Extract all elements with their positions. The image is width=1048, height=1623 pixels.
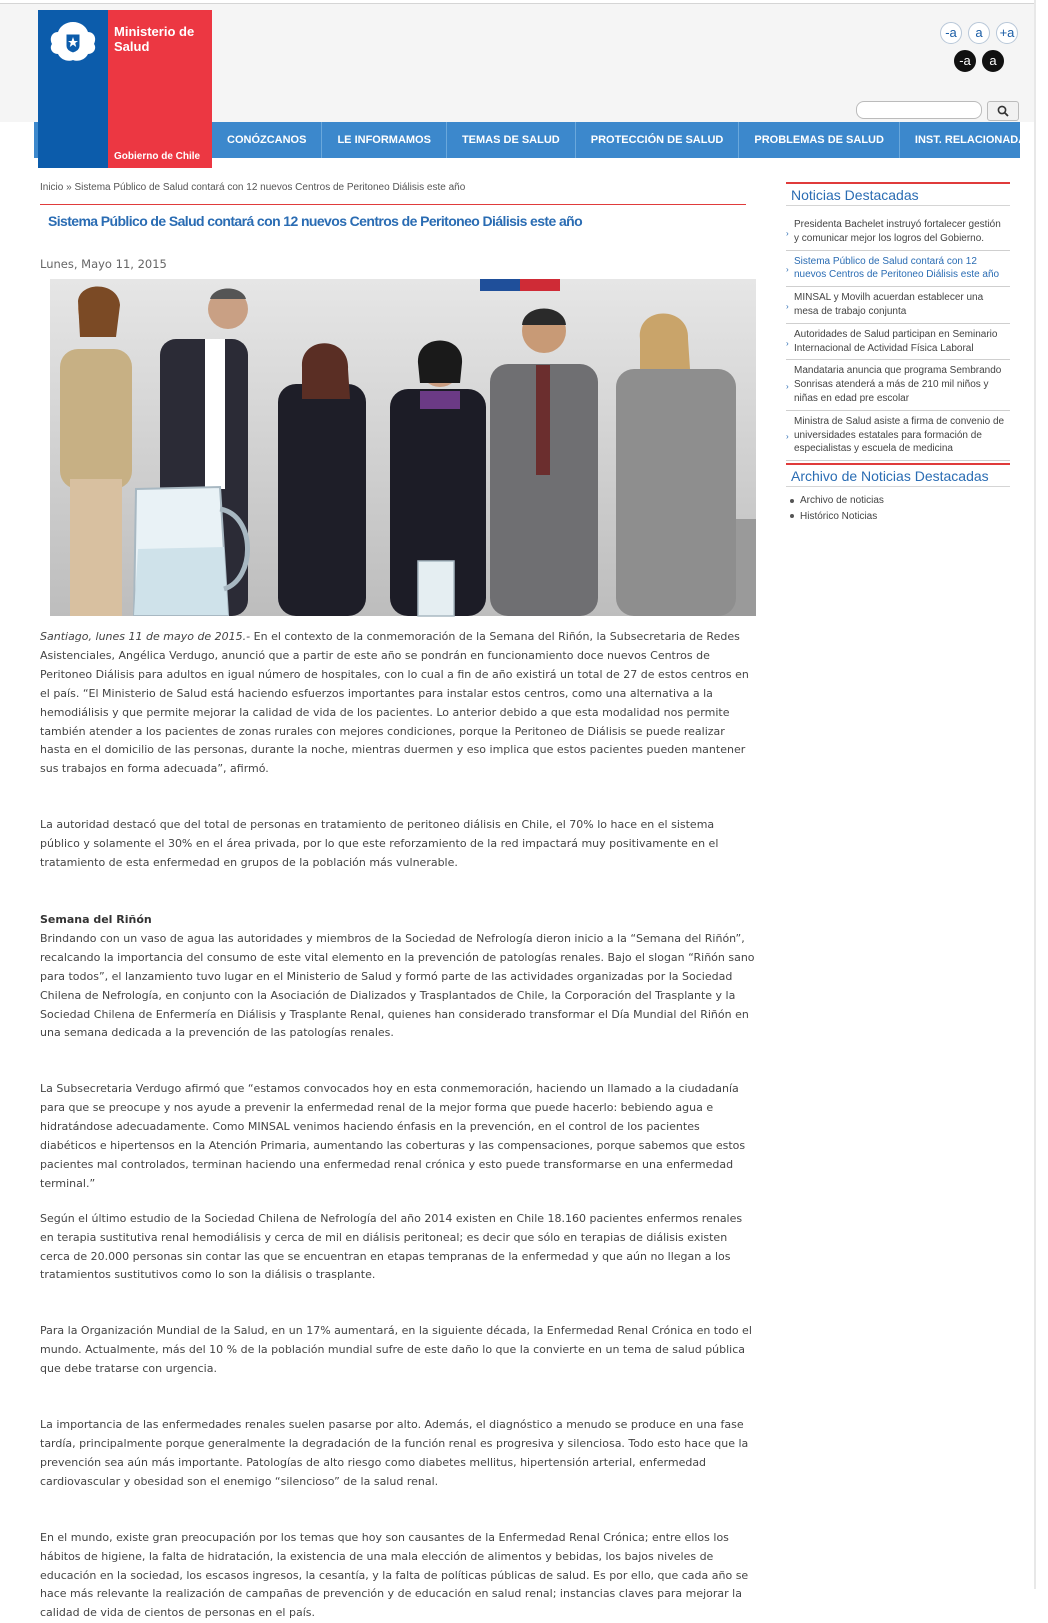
- archive-link-label: Archivo de noticias: [800, 495, 884, 507]
- archive-link-label: Histórico Noticias: [800, 510, 878, 522]
- breadcrumb-home-link[interactable]: Inicio: [40, 182, 64, 193]
- article-subtitle: Semana del Riñón: [40, 912, 152, 926]
- news-archive-heading: Archivo de Noticias Destacadas: [786, 463, 1010, 487]
- featured-news-label: Ministra de Salud asiste a firma de convenio de universidades estatales para formación de especialistas y escuela de medicina: [794, 415, 1005, 455]
- article-paragraph-1: [40, 628, 756, 779]
- sidebar: [786, 182, 1010, 524]
- featured-news-item[interactable]: [786, 214, 1010, 251]
- bullet-icon: [790, 499, 794, 503]
- text-normal-button[interactable]: a: [968, 22, 990, 44]
- archive-link-historico[interactable]: [790, 509, 1010, 525]
- chevron-right-icon: ›: [786, 432, 789, 442]
- news-archive-list: [786, 493, 1010, 524]
- article-photo: [50, 279, 756, 616]
- breadcrumb: [40, 178, 756, 198]
- article-paragraph-5: Según el último estudio de la Sociedad Chilena de Nefrología del año 2014 existen en Chile 18.160 pacientes enfermos renales en terapia sustitutiva renal hemodiálisis y cerca de mil en diálisis peritoneal; es decir que sólo en terapias de diálisis existen cerca de 20.000 personas sin contar las que se encuentran en etapas tempranas de la enfermedad y que aún no llegan a los tratamientos sustitutivos como lo son la diálisis o trasplante.: [40, 1211, 743, 1282]
- article-paragraph-4: La Subsecretaria Verdugo afirmó que “estamos convocados hoy en esta conmemoración, haciendo un llamado a la ciudadanía para que se preocupe y nos ayude a prevenir la enfermedad renal de la mejor forma que puede hacerlo: bebiendo agua e hidratándose adecuadamente. Como MINSAL venimos haciendo énfasis en la prevención, en el control de los pacientes diabéticos e hipertensos en la Atención Primaria, aumentando las coberturas y las compensaciones, porque sabemos que estos pacientes mal controlados, terminan haciendo una enfermedad renal crónica y esto puede transformarse en una enfermedad terminal.”: [40, 1082, 746, 1190]
- page-title: Sistema Público de Salud contará con 12 nuevos Centros de Peritoneo Diálisis este año: [48, 213, 583, 229]
- nav-item-conozcanos[interactable]: CONÓZCANOS: [227, 134, 307, 146]
- logo-blue-panel: [38, 10, 108, 168]
- search-icon: [997, 105, 1009, 117]
- article-paragraph-2: La autoridad destacó que del total de personas en tratamiento de peritoneo diálisis en Chile, el 70% lo hace en el sistema público y solamente el 30% en el área privada, por lo que este reforzamiento de la red impactará muy positivamente en el tratamiento de esta enfermedad en grupos de la población más vulnerable.: [40, 818, 719, 870]
- nav-item-problemas-de-salud[interactable]: PROBLEMAS DE SALUD: [738, 122, 899, 158]
- logo-red-panel: [108, 10, 212, 168]
- article-photo-illustration: [50, 279, 756, 616]
- featured-news-list: [786, 214, 1010, 461]
- contrast-dark-button[interactable]: -a: [954, 50, 976, 72]
- chevron-right-icon: ›: [786, 382, 789, 392]
- featured-news-label: Mandataria anuncia que programa Sembrando Sonrisas atenderá a más de 210 mil niños y niñas en edad pre escolar: [794, 365, 1002, 404]
- article-paragraph-6: Para la Organización Mundial de la Salud, en un 17% aumentará, en la siguiente década, la Enfermedad Renal Crónica en todo el mundo. Actualmente, más del 10 % de la población mundial sufre de este daño lo que la convierte en un tema de salud pública que debe tratarse con urgencia.: [40, 1324, 752, 1376]
- ministry-logo[interactable]: [38, 10, 212, 168]
- contrast-button[interactable]: a: [982, 50, 1004, 72]
- bullet-icon: [790, 514, 794, 518]
- article-date: Lunes, Mayo 11, 2015: [40, 257, 167, 271]
- featured-news-label: Autoridades de Salud participan en Seminario Internacional de Actividad Física Laboral: [794, 328, 998, 354]
- featured-news-label: MINSAL y Movilh acuerdan establecer una mesa de trabajo conjunta: [794, 292, 984, 317]
- main-content: [40, 178, 756, 1623]
- nav-item-inst-relacionadas[interactable]: INST. RELACIONADAS: [899, 122, 1048, 158]
- search-input[interactable]: [856, 101, 982, 119]
- article-paragraph-1-text: En el contexto de la conmemoración de la Semana del Riñón, la Subsecretaria de Redes Asistenciales, Angélica Verdugo, anunció que a partir de este año se pondrán en funcionamiento doce nuevos Centros de Peritoneo Diálisis para adultos en igual número de hospitales, con lo cual a fin de año existirá un total de 27 de estos centros en el país. “El Ministerio de Salud está haciendo esfuerzos importantes para instalar estos centros, como una alternativa a la hemodiálisis y que permite mejorar la calidad de vida de los pacientes. Lo anterior debido a que esta modalidad nos permite también atender a los pacientes de zonas rurales con mejores condiciones, porque la Peritoneo de Diálisis se puede realizar hasta en el domicilio de las personas, durante la noche, mientras duermen y eso implica que estos pacientes pueden mantener sus trabajos en forma adecuada”, afirmó.: [40, 630, 749, 776]
- search-button[interactable]: [987, 101, 1019, 121]
- title-divider: [40, 204, 746, 205]
- breadcrumb-current: Sistema Público de Salud contará con 12 nuevos Centros de Peritoneo Diálisis este año: [74, 182, 466, 193]
- nav-item-le-informamos[interactable]: LE INFORMAMOS: [321, 122, 446, 158]
- featured-news-item[interactable]: [786, 360, 1010, 410]
- article-paragraph-3: Brindando con un vaso de agua las autoridades y miembros de la Sociedad de Nefrología dieron inicio a la “Semana del Riñón”, recalcando la importancia del consumo de este vital elemento en la prevención de patologías renales. Bajo el slogan “Riñón sano para todos”, el lanzamiento tuvo lugar en el Ministerio de Salud y formó parte de las actividades organizadas por la Sociedad Chilena de Nefrología, en conjunto con la Asociación de Dializados y Trasplantados de Chile, la Corporación del Trasplante y la Sociedad Chilena de Enfermería en Diálisis y Trasplante Renal, quienes han considerado transformar el Día Mundial del Riñón en una semana dedicada a la prevención de las patologías renales.: [40, 931, 755, 1040]
- featured-news-item[interactable]: [786, 287, 1010, 324]
- featured-news-item[interactable]: [786, 324, 1010, 361]
- featured-news-label: Presidenta Bachelet instruyó fortalecer gestión y comunicar mejor los logros del Gobierno.: [794, 219, 1001, 244]
- article-paragraph-7: La importancia de las enfermedades renales suelen pasarse por alto. Además, el diagnóstico a menudo se produce en una fase tardía, principalmente porque generalmente la degradación de la función renal es progresiva y silenciosa. Todo esto hace que la prevención sea aún más importante. Patologías de alto riesgo como diabetes mellitus, hipertensión arterial, enfermedad cardiovascular y obesidad son el enemigo “silencioso” de la salud renal.: [40, 1418, 749, 1488]
- archive-link-archivo[interactable]: [790, 493, 1010, 509]
- article-dateline: Santiago, lunes 11 de mayo de 2015.-: [40, 630, 251, 643]
- breadcrumb-separator: »: [63, 182, 75, 193]
- ministry-name: Ministerio de Salud: [114, 24, 195, 54]
- featured-news-heading: Noticias Destacadas: [786, 182, 1010, 206]
- article-paragraph-8: En el mundo, existe gran preocupación por los temas que hoy son causantes de la Enfermedad Renal Crónica; entre ellos los hábitos de higiene, la falta de hidratación, la existencia de una mala elección de alimentos y bebidas, los bajos niveles de educación en la sociedad, los escasos ingresos, la cesantía, y la falta de políticas públicas de salud. Es por ello, que cada año se hace más relevante la realización de campañas de prevención y de educación en salud renal; instancias claves para mejorar la calidad de vida de cientos de personas en el país.: [40, 1530, 749, 1620]
- article-body: [40, 628, 756, 1623]
- featured-news-item-active[interactable]: [786, 251, 1010, 288]
- nav-item-temas-de-salud[interactable]: TEMAS DE SALUD: [446, 122, 575, 158]
- chevron-right-icon: ›: [786, 265, 789, 275]
- government-name: Gobierno de Chile: [114, 151, 201, 162]
- featured-news-label: Sistema Público de Salud contará con 12 nuevos Centros de Peritoneo Diálisis este año: [794, 255, 1000, 281]
- chevron-right-icon: ›: [786, 301, 789, 311]
- text-increase-button[interactable]: +a: [996, 22, 1018, 44]
- page-edge: [1034, 0, 1036, 1589]
- text-decrease-button[interactable]: -a: [940, 22, 962, 44]
- chevron-right-icon: ›: [786, 338, 789, 348]
- coat-of-arms-icon: [46, 18, 100, 64]
- featured-news-item[interactable]: [786, 411, 1010, 461]
- chevron-right-icon: ›: [786, 228, 789, 238]
- nav-item-proteccion-de-salud[interactable]: PROTECCIÓN DE SALUD: [575, 122, 739, 158]
